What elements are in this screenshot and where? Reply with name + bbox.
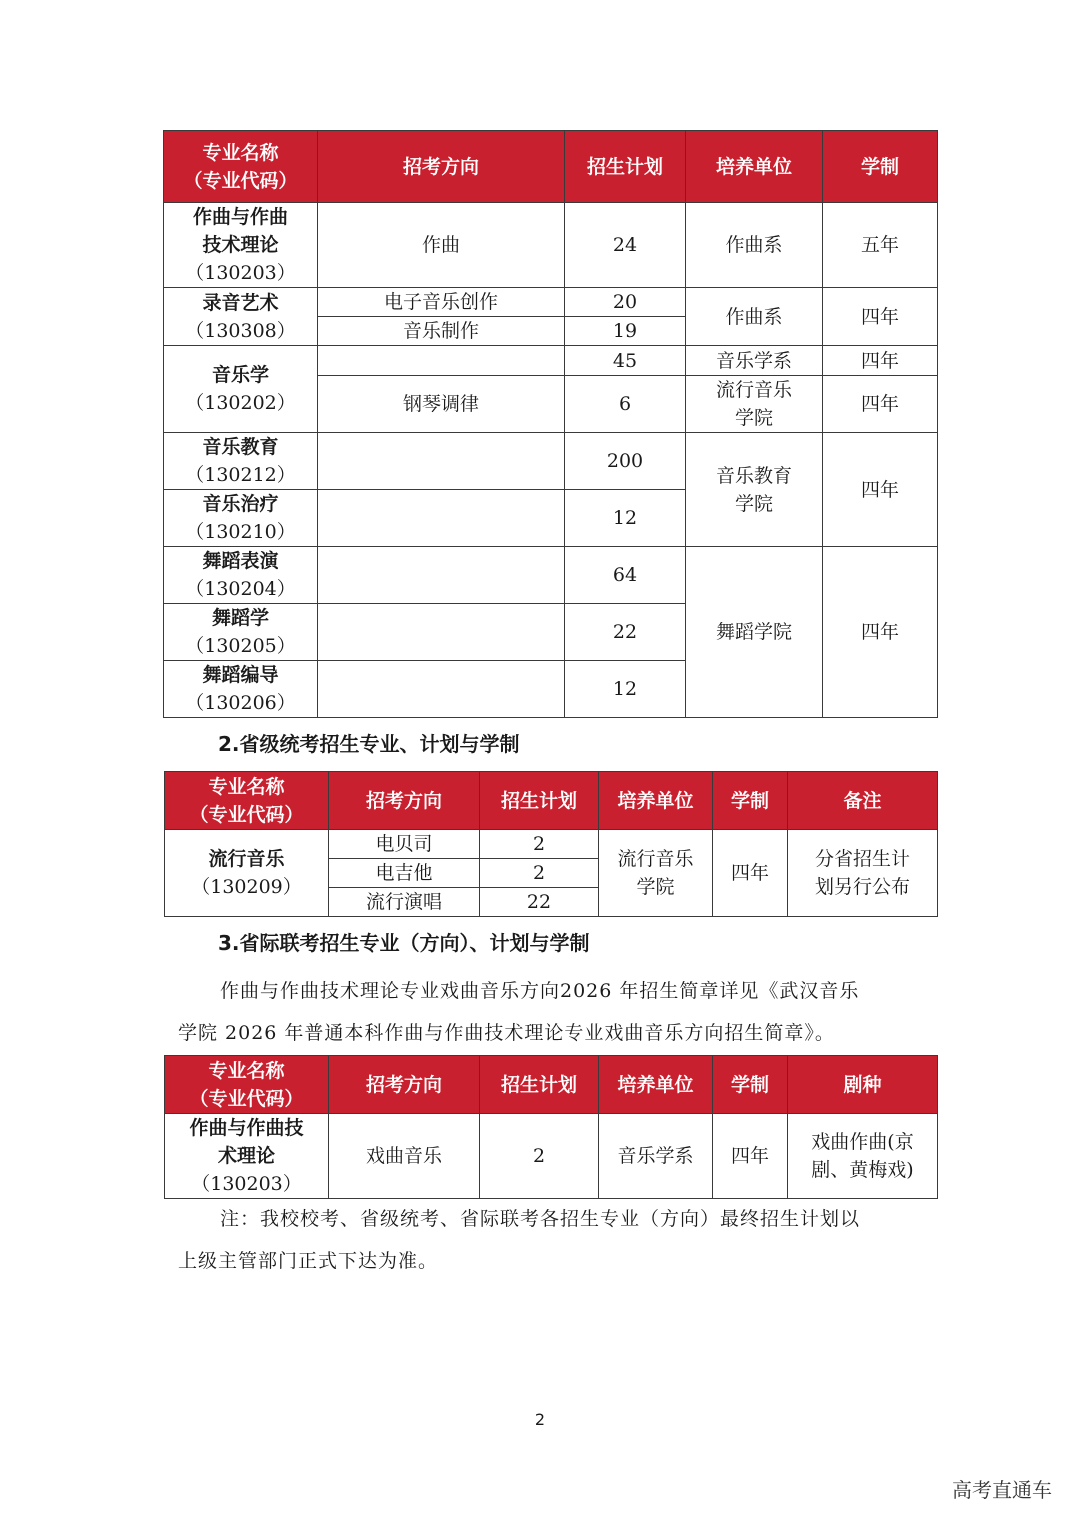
header-major: 专业名称 （专业代码） [165,772,329,830]
major-name: 舞蹈编导 （130206） [164,661,318,718]
section3-paragraph: 作曲与作曲技术理论专业戏曲音乐方向2026 年招生简章详见《武汉音乐 学院 2026 年普通本科作曲与作曲技术理论专业戏曲音乐方向招生简章》。 [178,980,860,1044]
direction-cell [318,490,565,547]
header-major: 专业名称 （专业代码） [165,1056,329,1114]
table-provincial-exam [164,771,938,917]
major-name: 音乐教育 （130212） [164,433,318,490]
plan-cell: 12 [565,661,686,718]
section2-heading: 2.省级统考招生专业、计划与学制 [218,732,520,756]
plan-cell: 2 [480,830,599,859]
note-cell: 分省招生计 划另行公布 [788,830,938,917]
major-name: 录音艺术 （130308） [164,288,318,346]
header-note: 备注 [788,772,938,830]
plan-cell: 64 [565,547,686,604]
major-name: 作曲与作曲 技术理论 （130203） [164,203,318,288]
section3-heading: 3.省际联考招生专业（方向）、计划与学制 [218,931,590,955]
watermark-text: 高考直通车 [952,1478,1052,1502]
footnote: 注：我校校考、省级统考、省际联考各招生专业（方向）最终招生计划以 上级主管部门正式下达为准。 [178,1208,861,1272]
unit-cell: 流行音乐 学院 [599,830,713,917]
plan-cell: 22 [480,888,599,917]
direction-cell [318,604,565,661]
table-row [165,830,938,859]
plan-cell: 2 [480,859,599,888]
header-years: 学制 [713,772,788,830]
major-name: 流行音乐 （130209） [165,830,329,917]
page-number: 2 [534,1410,546,1429]
direction-cell: 戏曲音乐 [329,1114,480,1199]
direction-cell [318,433,565,490]
table-row [165,1114,938,1199]
direction-cell: 电贝司 [329,830,480,859]
header-major: 专业名称 （专业代码） [164,131,318,203]
direction-cell [318,346,565,376]
header-direction: 招考方向 [329,1056,480,1114]
direction-cell: 电吉他 [329,859,480,888]
unit-cell: 舞蹈学院 [686,547,823,718]
header-unit: 培养单位 [599,1056,713,1114]
major-name: 舞蹈学 （130205） [164,604,318,661]
direction-cell: 钢琴调律 [318,376,565,433]
plan-cell: 12 [565,490,686,547]
unit-cell: 音乐学系 [599,1114,713,1199]
genre-cell: 戏曲作曲(京 剧、黄梅戏) [788,1114,938,1199]
unit-cell: 作曲系 [686,288,823,346]
unit-cell: 音乐学系 [686,346,823,376]
header-plan: 招生计划 [565,131,686,203]
major-name: 音乐治疗 （130210） [164,490,318,547]
years-cell: 四年 [713,1114,788,1199]
table-row [164,288,938,317]
plan-cell: 6 [565,376,686,433]
direction-cell [318,661,565,718]
years-cell: 四年 [823,547,938,718]
header-plan: 招生计划 [480,1056,599,1114]
major-name: 作曲与作曲技 术理论 （130203） [165,1114,329,1199]
table-row [164,433,938,490]
years-cell: 四年 [823,433,938,547]
plan-cell: 19 [565,317,686,346]
major-name: 音乐学 （130202） [164,346,318,433]
plan-cell: 45 [565,346,686,376]
plan-cell: 22 [565,604,686,661]
table-row [164,203,938,288]
header-plan: 招生计划 [480,772,599,830]
unit-cell: 流行音乐 学院 [686,376,823,433]
header-genre: 剧种 [788,1056,938,1114]
plan-cell: 24 [565,203,686,288]
header-years: 学制 [713,1056,788,1114]
header-direction: 招考方向 [329,772,480,830]
direction-cell: 音乐制作 [318,317,565,346]
years-cell: 五年 [823,203,938,288]
direction-cell: 流行演唱 [329,888,480,917]
header-unit: 培养单位 [599,772,713,830]
direction-cell: 作曲 [318,203,565,288]
direction-cell [318,547,565,604]
major-name: 舞蹈表演 （130204） [164,547,318,604]
table-interprovincial-exam [164,1055,938,1199]
unit-cell: 作曲系 [686,203,823,288]
plan-cell: 20 [565,288,686,317]
years-cell: 四年 [823,376,938,433]
table-school-exam [163,130,938,718]
plan-cell: 2 [480,1114,599,1199]
header-unit: 培养单位 [686,131,823,203]
years-cell: 四年 [713,830,788,917]
unit-cell: 音乐教育 学院 [686,433,823,547]
header-years: 学制 [823,131,938,203]
header-direction: 招考方向 [318,131,565,203]
table-row [164,547,938,604]
years-cell: 四年 [823,346,938,376]
plan-cell: 200 [565,433,686,490]
direction-cell: 电子音乐创作 [318,288,565,317]
table-row [164,346,938,376]
years-cell: 四年 [823,288,938,346]
